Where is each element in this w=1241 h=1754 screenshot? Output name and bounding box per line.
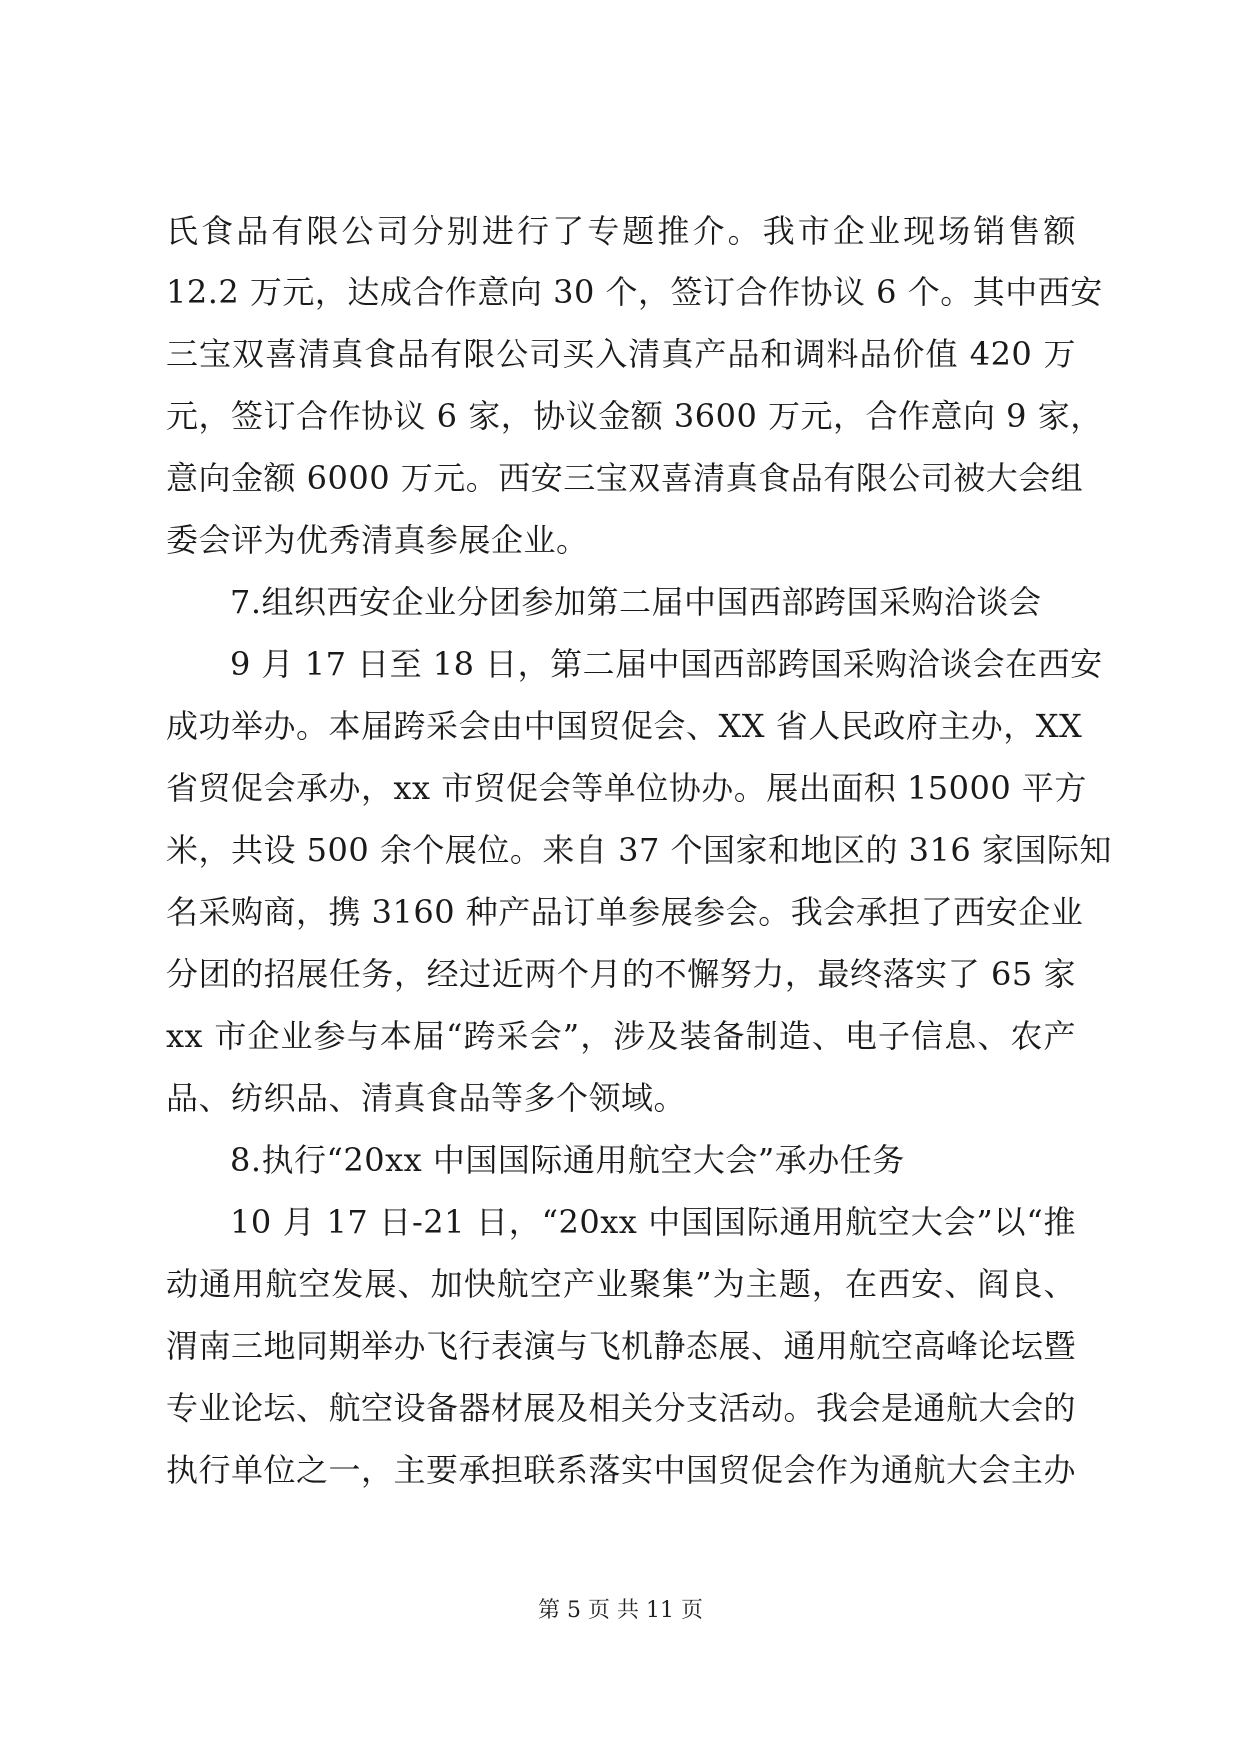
body-text-line: 三宝双喜清真食品有限公司买入清真产品和调料品价值 420 万	[166, 335, 1076, 373]
body-text-line: 12.2 万元，达成合作意向 30 个，签订合作协议 6 个。其中西安	[166, 273, 1103, 311]
body-text-line: xx 市企业参与本届“跨采会”，涉及装备制造、电子信息、农产	[166, 1017, 1076, 1055]
body-text-line: 省贸促会承办，xx 市贸促会等单位协办。展出面积 15000 平方	[166, 769, 1087, 807]
body-text-line: 意向金额 6000 万元。西安三宝双喜清真食品有限公司被大会组	[166, 459, 1084, 497]
body-text-line: 渭南三地同期举办飞行表演与飞机静态展、通用航空高峰论坛暨	[166, 1327, 1077, 1365]
body-text-line: 10 月 17 日-21 日，“20xx 中国国际通用航空大会”以“推	[230, 1203, 1076, 1241]
body-text-line: 成功举办。本届跨采会由中国贸促会、XX 省人民政府主办，XX	[166, 707, 1083, 745]
section-heading: 8.执行“20xx 中国国际通用航空大会”承办任务	[230, 1141, 905, 1179]
body-text-line: 9 月 17 日至 18 日，第二届中国西部跨国采购洽谈会在西安	[230, 645, 1103, 683]
body-text-line: 元，签订合作协议 6 家，协议金额 3600 万元，合作意向 9 家，	[166, 397, 1103, 435]
body-text-line: 委会评为优秀清真参展企业。	[166, 521, 589, 559]
body-text-line: 动通用航空发展、加快航空产业聚集”为主题，在西安、阎良、	[166, 1265, 1076, 1303]
body-text-line: 名采购商，携 3160 种产品订单参展参会。我会承担了西安企业	[166, 893, 1084, 931]
body-text-line: 品、纺织品、清真食品等多个领域。	[166, 1079, 687, 1117]
body-text-line: 氏食品有限公司分别进行了专题推介。我市企业现场销售额	[166, 212, 1076, 250]
body-text-line: 执行单位之一，主要承担联系落实中国贸促会作为通航大会主办	[166, 1451, 1077, 1489]
body-text-line: 分团的招展任务，经过近两个月的不懈努力，最终落实了 65 家	[166, 955, 1076, 993]
section-heading: 7.组织西安企业分团参加第二届中国西部跨国采购洽谈会	[230, 583, 1042, 621]
body-text-line: 米，共设 500 余个展位。来自 37 个国家和地区的 316 家国际知	[166, 831, 1112, 869]
page-footer: 第 5 页 共 11 页	[538, 1598, 703, 1623]
body-text-line: 专业论坛、航空设备器材展及相关分支活动。我会是通航大会的	[166, 1389, 1077, 1427]
